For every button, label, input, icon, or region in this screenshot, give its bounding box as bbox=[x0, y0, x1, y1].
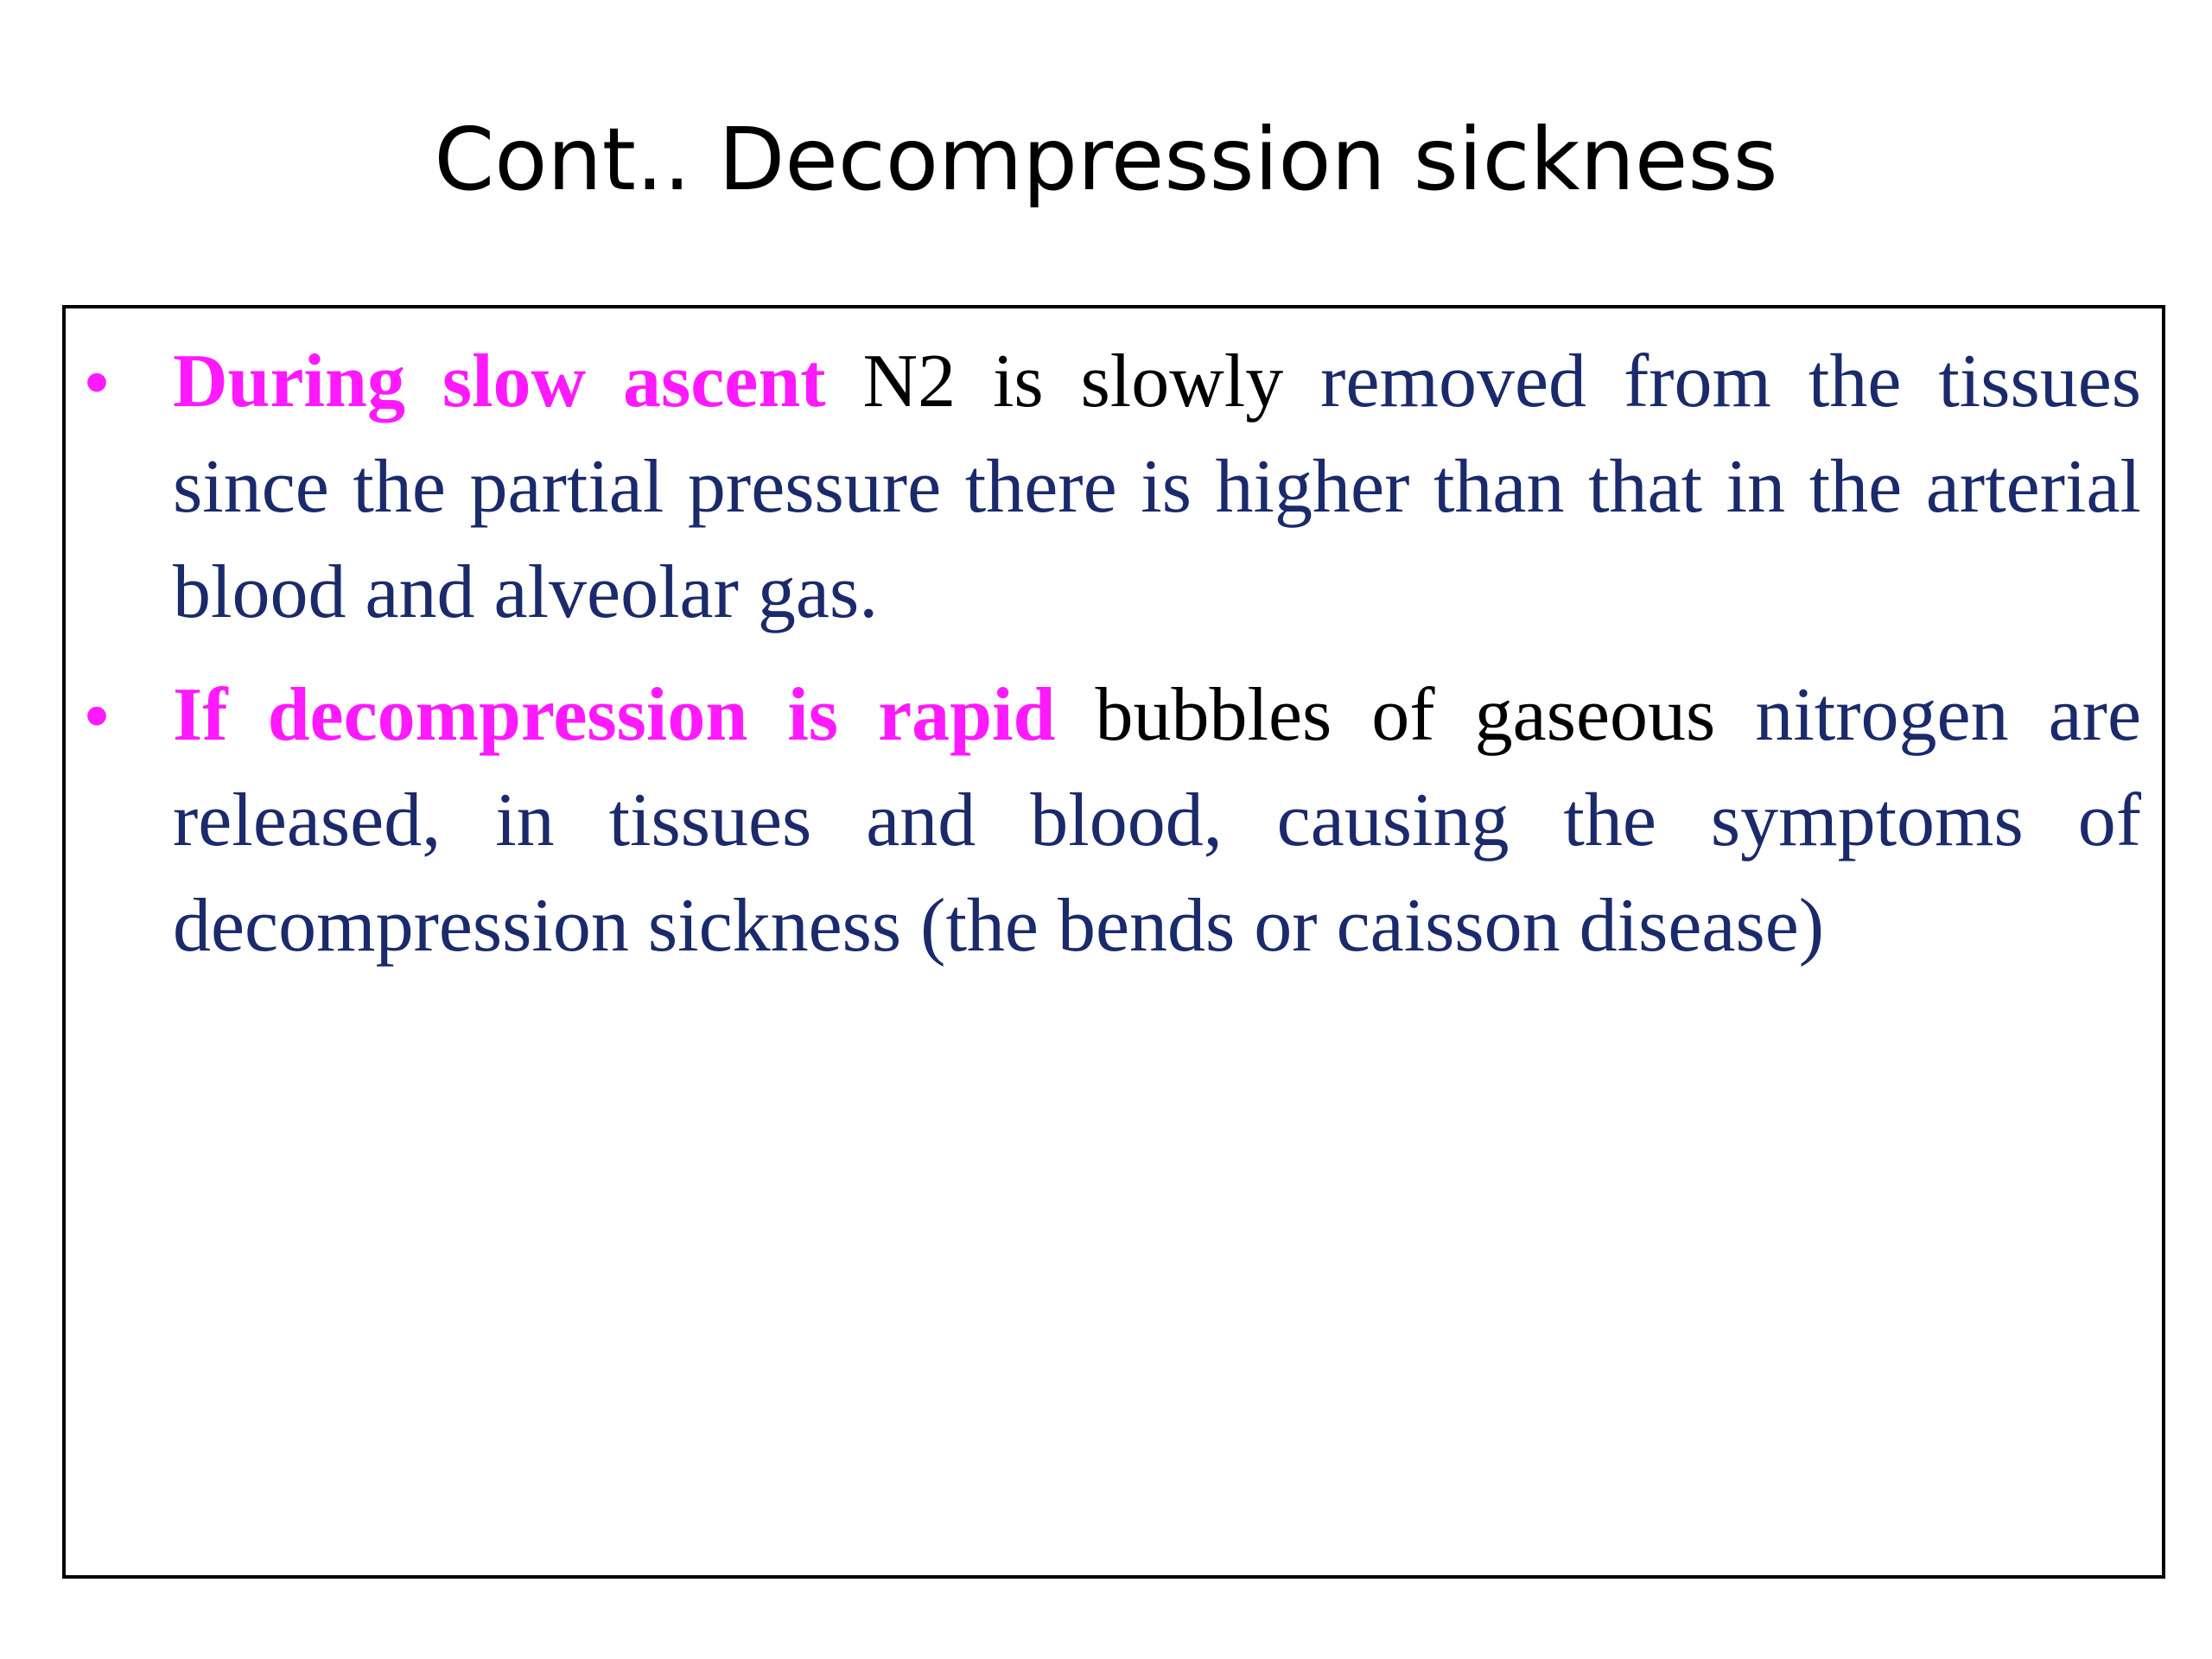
bullet-list bbox=[66, 329, 2162, 996]
bullet-body-text: removed from the tissues since the partial pressure there is higher than that in the arterial blood and alveolar gas. bbox=[173, 340, 2142, 634]
bullet-icon: • bbox=[85, 343, 110, 420]
content-box bbox=[62, 305, 2165, 1579]
bullet-icon: • bbox=[85, 677, 110, 753]
bullet-lead-text: N2 is slowly bbox=[862, 340, 1284, 423]
bullet-item-rapid-decompression bbox=[66, 663, 2162, 979]
slide-title: Cont.. Decompression sickness bbox=[434, 109, 1778, 210]
bullet-item-slow-ascent bbox=[66, 329, 2162, 645]
bullet-highlight: During slow ascent bbox=[173, 340, 826, 423]
bullet-highlight: If decompression is rapid bbox=[173, 673, 1056, 757]
bullet-lead-text: bubbles of gaseous bbox=[1095, 673, 1716, 757]
bullet-body-text: nitrogen are released, in tissues and blood, causing the symptoms of decompression sickness (the bends or caisson disease) bbox=[173, 673, 2142, 968]
